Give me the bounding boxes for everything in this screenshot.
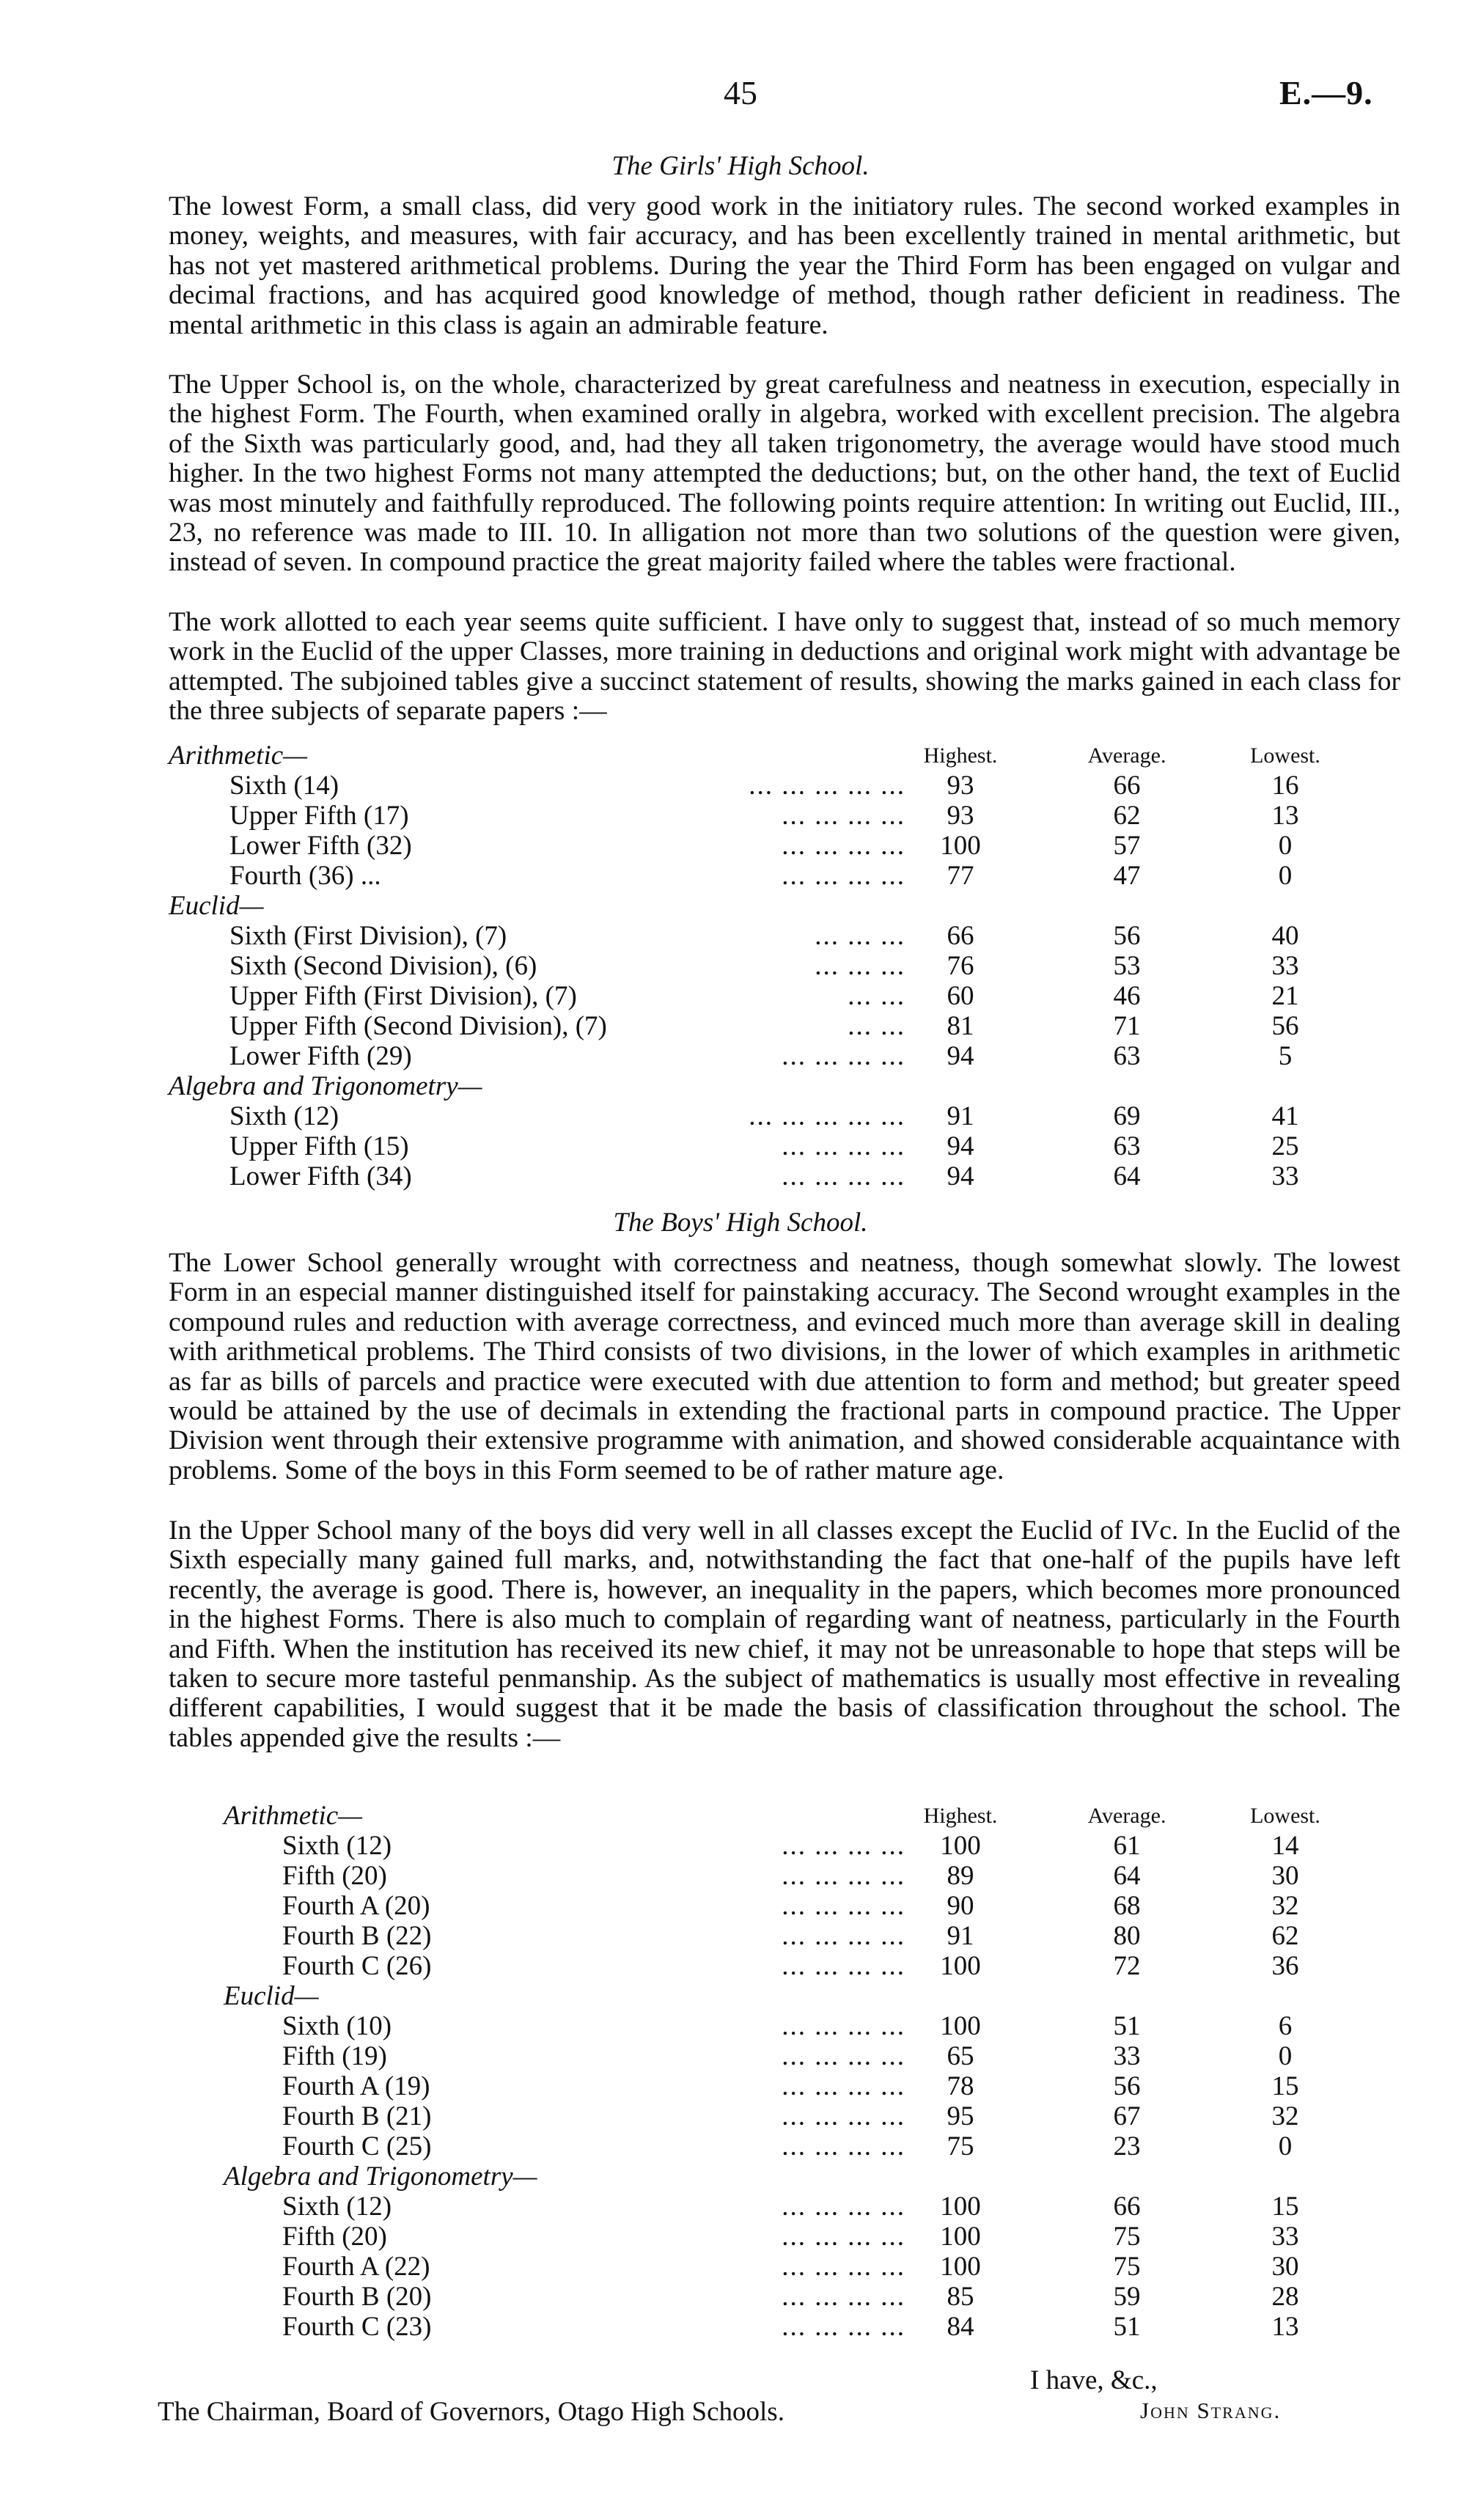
row-leader-dots: ... ... bbox=[848, 1011, 905, 1041]
table-group-title: Arithmetic— bbox=[224, 1801, 363, 1831]
cell-average: 66 bbox=[1113, 2192, 1141, 2222]
cell-lowest: 13 bbox=[1271, 801, 1299, 831]
cell-average: 59 bbox=[1113, 2282, 1141, 2312]
table-row bbox=[0, 2101, 1481, 2131]
row-label: Fifth (20) bbox=[282, 2222, 387, 2252]
table-row bbox=[0, 2252, 1481, 2282]
cell-lowest: 15 bbox=[1271, 2192, 1299, 2222]
row-leader-dots: ... ... ... ... bbox=[782, 1831, 905, 1861]
cell-highest: 78 bbox=[947, 2071, 974, 2101]
table-row bbox=[0, 951, 1481, 981]
cell-lowest: 40 bbox=[1271, 921, 1299, 951]
row-leader-dots: ... ... ... ... bbox=[782, 861, 905, 891]
row-leader-dots: ... ... ... ... ... bbox=[749, 1101, 905, 1131]
table-row bbox=[0, 1831, 1481, 1861]
row-leader-dots: ... ... ... ... ... bbox=[749, 771, 905, 801]
row-leader-dots: ... ... ... ... bbox=[782, 2252, 905, 2282]
signature: John Strang. bbox=[1140, 2398, 1282, 2423]
cell-highest: 100 bbox=[940, 2252, 981, 2282]
cell-highest: 93 bbox=[947, 771, 974, 801]
cell-lowest: 33 bbox=[1271, 951, 1299, 981]
cell-lowest: 25 bbox=[1271, 1131, 1299, 1161]
cell-average: 53 bbox=[1113, 951, 1141, 981]
header-lowest: Lowest. bbox=[1250, 1804, 1320, 1828]
table-group-title: Arithmetic— bbox=[169, 741, 308, 771]
table-header-row bbox=[0, 741, 1481, 771]
cell-average: 33 bbox=[1113, 2041, 1141, 2071]
cell-highest: 100 bbox=[940, 1831, 981, 1861]
row-leader-dots: ... ... ... ... bbox=[782, 2192, 905, 2222]
cell-average: 68 bbox=[1113, 1891, 1141, 1921]
table-row bbox=[0, 801, 1481, 831]
cell-highest: 84 bbox=[947, 2312, 974, 2342]
cell-lowest: 32 bbox=[1271, 1891, 1299, 1921]
cell-lowest: 0 bbox=[1278, 861, 1293, 891]
row-leader-dots: ... ... ... ... bbox=[782, 801, 905, 831]
header-highest: Highest. bbox=[923, 1804, 998, 1828]
page-number: 45 bbox=[724, 74, 757, 111]
row-leader-dots: ... ... ... bbox=[815, 921, 905, 951]
table-row bbox=[0, 831, 1481, 861]
cell-highest: 100 bbox=[940, 2011, 981, 2041]
cell-average: 61 bbox=[1113, 1831, 1141, 1861]
cell-highest: 75 bbox=[947, 2131, 974, 2161]
row-label: Lower Fifth (29) bbox=[229, 1041, 412, 1071]
table-row bbox=[0, 2011, 1481, 2041]
table-group-row bbox=[0, 2161, 1481, 2192]
table-row bbox=[0, 771, 1481, 801]
table-row bbox=[0, 1921, 1481, 1951]
table-row bbox=[0, 1041, 1481, 1071]
cell-highest: 90 bbox=[947, 1891, 974, 1921]
table-row bbox=[0, 2131, 1481, 2161]
row-label: Sixth (12) bbox=[282, 1831, 392, 1861]
header-average: Average. bbox=[1087, 1804, 1166, 1828]
row-leader-dots: ... ... ... ... bbox=[782, 1161, 905, 1191]
girls-results-table bbox=[0, 741, 1481, 1191]
cell-average: 51 bbox=[1113, 2011, 1141, 2041]
row-leader-dots: ... ... ... ... bbox=[782, 2101, 905, 2131]
table-row bbox=[0, 2041, 1481, 2071]
row-label: Fourth C (26) bbox=[282, 1951, 432, 1981]
row-label: Sixth (14) bbox=[229, 771, 339, 801]
cell-lowest: 21 bbox=[1271, 981, 1299, 1011]
row-leader-dots: ... ... ... ... bbox=[782, 1131, 905, 1161]
row-label: Upper Fifth (Second Division), (7) bbox=[229, 1011, 607, 1041]
table-row bbox=[0, 2071, 1481, 2101]
table-group-row bbox=[0, 891, 1481, 921]
row-label: Fourth B (20) bbox=[282, 2282, 432, 2312]
row-label: Fourth A (22) bbox=[282, 2252, 430, 2282]
row-leader-dots: ... ... ... ... bbox=[782, 2312, 905, 2342]
table-row bbox=[0, 921, 1481, 951]
cell-highest: 91 bbox=[947, 1921, 974, 1951]
table-row bbox=[0, 1131, 1481, 1161]
cell-highest: 81 bbox=[947, 1011, 974, 1041]
boys-paragraph-1: The Lower School generally wrought with correctness and neatness, though somewhat slowly. The lowest Form in an especial manner distinguished itself for painstaking accuracy. The Second wrought examples in the compound rules and reduction with average correctness, and evinced much more than average skill in dealing with arithmetical problems. The Third consists of two divisions, in the lower of which examples in arithmetic as far as bills of parcels and practice were executed with due attention to form and method; but greater speed would be attained by the use of decimals in extending the fractional parts in compound practice. The Upper Division went through their extensive programme with animation, and showed considerable acquaintance with problems. Some of the boys in this Form seemed to be of rather mature age. bbox=[169, 1248, 1400, 1485]
row-leader-dots: ... ... ... ... bbox=[782, 2041, 905, 2071]
cell-average: 23 bbox=[1113, 2131, 1141, 2161]
row-label: Fifth (19) bbox=[282, 2041, 387, 2071]
cell-average: 69 bbox=[1113, 1101, 1141, 1131]
cell-highest: 94 bbox=[947, 1131, 974, 1161]
girls-section-title: The Girls' High School. bbox=[611, 151, 870, 181]
table-row bbox=[0, 1161, 1481, 1191]
boys-section-title: The Boys' High School. bbox=[613, 1208, 868, 1238]
cell-lowest: 6 bbox=[1278, 2011, 1293, 2041]
cell-average: 63 bbox=[1113, 1131, 1141, 1161]
cell-average: 51 bbox=[1113, 2312, 1141, 2342]
cell-average: 63 bbox=[1113, 1041, 1141, 1071]
row-label: Upper Fifth (First Division), (7) bbox=[229, 981, 577, 1011]
row-label: Lower Fifth (32) bbox=[229, 831, 412, 861]
boys-results-table bbox=[0, 1801, 1481, 2342]
table-row bbox=[0, 2282, 1481, 2312]
row-label: Sixth (12) bbox=[282, 2192, 392, 2222]
cell-average: 75 bbox=[1113, 2252, 1141, 2282]
table-row bbox=[0, 1101, 1481, 1131]
row-label: Fourth (36) ... bbox=[229, 861, 381, 891]
cell-average: 80 bbox=[1113, 1921, 1141, 1951]
row-label: Sixth (First Division), (7) bbox=[229, 921, 507, 951]
table-row bbox=[0, 2192, 1481, 2222]
table-header-row bbox=[0, 1801, 1481, 1831]
cell-lowest: 15 bbox=[1271, 2071, 1299, 2101]
cell-highest: 76 bbox=[947, 951, 974, 981]
row-leader-dots: ... ... ... ... bbox=[782, 2071, 905, 2101]
cell-highest: 95 bbox=[947, 2101, 974, 2131]
cell-lowest: 0 bbox=[1278, 2041, 1293, 2071]
header-average: Average. bbox=[1087, 743, 1166, 768]
table-group-row bbox=[0, 1071, 1481, 1101]
cell-average: 72 bbox=[1113, 1951, 1141, 1981]
row-label: Lower Fifth (34) bbox=[229, 1161, 412, 1191]
cell-lowest: 16 bbox=[1271, 771, 1299, 801]
row-leader-dots: ... ... ... ... bbox=[782, 1891, 905, 1921]
cell-lowest: 62 bbox=[1271, 1921, 1299, 1951]
cell-highest: 100 bbox=[940, 2192, 981, 2222]
row-label: Upper Fifth (17) bbox=[229, 801, 409, 831]
cell-lowest: 30 bbox=[1271, 1861, 1299, 1891]
row-label: Sixth (10) bbox=[282, 2011, 392, 2041]
cell-lowest: 41 bbox=[1271, 1101, 1299, 1131]
table-row bbox=[0, 1011, 1481, 1041]
cell-average: 56 bbox=[1113, 921, 1141, 951]
cell-highest: 100 bbox=[940, 1951, 981, 1981]
girls-paragraph-2: The Upper School is, on the whole, characterized by great carefulness and neatness in execution, especially in the highest Form. The Fourth, when examined orally in algebra, worked with excellent precision. The algebra of the Sixth was particularly good, and, had they all taken trigonometry, the average would have stood much higher. In the two highest Forms not many attempted the deductions; but, on the other hand, the text of Euclid was most minutely and faithfully reproduced. The following points require attention: In writing out Euclid, III., 23, no reference was made to III. 10. In alligation not more than two solutions of the question were given, instead of seven. In compound practice the great majority failed where the tables were fractional. bbox=[169, 370, 1400, 578]
closing-line: I have, &c., bbox=[1030, 2365, 1158, 2395]
row-leader-dots: ... ... ... ... bbox=[782, 2282, 905, 2312]
cell-highest: 100 bbox=[940, 831, 981, 861]
cell-highest: 85 bbox=[947, 2282, 974, 2312]
cell-highest: 60 bbox=[947, 981, 974, 1011]
cell-lowest: 32 bbox=[1271, 2101, 1299, 2131]
cell-lowest: 0 bbox=[1278, 2131, 1293, 2161]
row-leader-dots: ... ... ... ... bbox=[782, 1951, 905, 1981]
cell-highest: 94 bbox=[947, 1161, 974, 1191]
cell-lowest: 28 bbox=[1271, 2282, 1299, 2312]
cell-highest: 65 bbox=[947, 2041, 974, 2071]
cell-average: 62 bbox=[1113, 801, 1141, 831]
cell-average: 67 bbox=[1113, 2101, 1141, 2131]
cell-highest: 91 bbox=[947, 1101, 974, 1131]
address-line: The Chairman, Board of Governors, Otago High Schools. bbox=[158, 2397, 784, 2427]
page-reference: E.—9. bbox=[1279, 74, 1373, 111]
cell-average: 64 bbox=[1113, 1861, 1141, 1891]
cell-average: 57 bbox=[1113, 831, 1141, 861]
cell-lowest: 36 bbox=[1271, 1951, 1299, 1981]
table-group-title: Euclid— bbox=[224, 1981, 319, 2011]
row-label: Fourth A (19) bbox=[282, 2071, 430, 2101]
header-lowest: Lowest. bbox=[1250, 743, 1320, 768]
table-row bbox=[0, 2222, 1481, 2252]
girls-paragraph-3: The work allotted to each year seems quite sufficient. I have only to suggest that, instead of so much memory work in the Euclid of the upper Classes, more training in deductions and original work might with advantage be attempted. The subjoined tables give a succinct statement of results, showing the marks gained in each class for the three subjects of separate papers :— bbox=[169, 607, 1400, 727]
cell-average: 75 bbox=[1113, 2222, 1141, 2252]
row-label: Fourth B (21) bbox=[282, 2101, 432, 2131]
cell-average: 47 bbox=[1113, 861, 1141, 891]
boys-paragraph-2: In the Upper School many of the boys did very well in all classes except the Euclid of IVc. In the Euclid of the Sixth especially many gained full marks, and, notwithstanding the fact that one-half of the pupils have left recently, the average is good. There is, however, an inequality in the papers, which becomes more pronounced in the highest Forms. There is also much to complain of regarding want of neatness, particularly in the Fourth and Fifth. When the institution has received its new chief, it may not be unreasonable to hope that steps will be taken to secure more tasteful penmanship. As the subject of mathematics is usually most effective in revealing different capabilities, I would suggest that it be made the basis of classification throughout the school. The tables appended give the results :— bbox=[169, 1516, 1400, 1753]
cell-lowest: 5 bbox=[1278, 1041, 1293, 1071]
cell-lowest: 13 bbox=[1271, 2312, 1299, 2342]
cell-average: 46 bbox=[1113, 981, 1141, 1011]
table-group-title: Algebra and Trigonometry— bbox=[224, 2161, 537, 2192]
cell-average: 56 bbox=[1113, 2071, 1141, 2101]
row-leader-dots: ... ... ... ... bbox=[782, 1041, 905, 1071]
row-leader-dots: ... ... ... ... bbox=[782, 1921, 905, 1951]
cell-highest: 66 bbox=[947, 921, 974, 951]
row-label: Fourth A (20) bbox=[282, 1891, 430, 1921]
row-label: Fifth (20) bbox=[282, 1861, 387, 1891]
cell-highest: 89 bbox=[947, 1861, 974, 1891]
cell-average: 66 bbox=[1113, 771, 1141, 801]
row-label: Fourth C (25) bbox=[282, 2131, 432, 2161]
cell-average: 71 bbox=[1113, 1011, 1141, 1041]
table-row bbox=[0, 1891, 1481, 1921]
table-group-title: Algebra and Trigonometry— bbox=[169, 1071, 482, 1101]
cell-lowest: 33 bbox=[1271, 2222, 1299, 2252]
table-row bbox=[0, 1861, 1481, 1891]
cell-highest: 94 bbox=[947, 1041, 974, 1071]
header-highest: Highest. bbox=[923, 743, 998, 768]
table-row bbox=[0, 2312, 1481, 2342]
cell-average: 64 bbox=[1113, 1161, 1141, 1191]
table-row bbox=[0, 1951, 1481, 1981]
row-label: Fourth C (23) bbox=[282, 2312, 432, 2342]
row-leader-dots: ... ... ... bbox=[815, 951, 905, 981]
table-row bbox=[0, 981, 1481, 1011]
row-leader-dots: ... ... ... ... bbox=[782, 831, 905, 861]
cell-lowest: 0 bbox=[1278, 831, 1293, 861]
row-leader-dots: ... ... ... ... bbox=[782, 1861, 905, 1891]
row-leader-dots: ... ... ... ... bbox=[782, 2131, 905, 2161]
row-label: Sixth (12) bbox=[229, 1101, 339, 1131]
cell-lowest: 30 bbox=[1271, 2252, 1299, 2282]
row-label: Upper Fifth (15) bbox=[229, 1131, 409, 1161]
row-leader-dots: ... ... ... ... bbox=[782, 2011, 905, 2041]
table-group-row bbox=[0, 1981, 1481, 2011]
table-row bbox=[0, 861, 1481, 891]
row-leader-dots: ... ... bbox=[848, 981, 905, 1011]
table-group-title: Euclid— bbox=[169, 891, 264, 921]
cell-lowest: 14 bbox=[1271, 1831, 1299, 1861]
cell-highest: 77 bbox=[947, 861, 974, 891]
cell-highest: 100 bbox=[940, 2222, 981, 2252]
row-label: Fourth B (22) bbox=[282, 1921, 432, 1951]
row-leader-dots: ... ... ... ... bbox=[782, 2222, 905, 2252]
cell-highest: 93 bbox=[947, 801, 974, 831]
girls-paragraph-1: The lowest Form, a small class, did very good work in the initiatory rules. The second worked examples in money, weights, and measures, with fair accuracy, and has been excellently trained in mental arithmetic, but has not yet mastered arithmetical problems. During the year the Third Form has been engaged on vulgar and decimal fractions, and has acquired good knowledge of method, though rather deficient in readiness. The mental arithmetic in this class is again an admirable feature. bbox=[169, 191, 1400, 340]
row-label: Sixth (Second Division), (6) bbox=[229, 951, 537, 981]
cell-lowest: 56 bbox=[1271, 1011, 1299, 1041]
cell-lowest: 33 bbox=[1271, 1161, 1299, 1191]
